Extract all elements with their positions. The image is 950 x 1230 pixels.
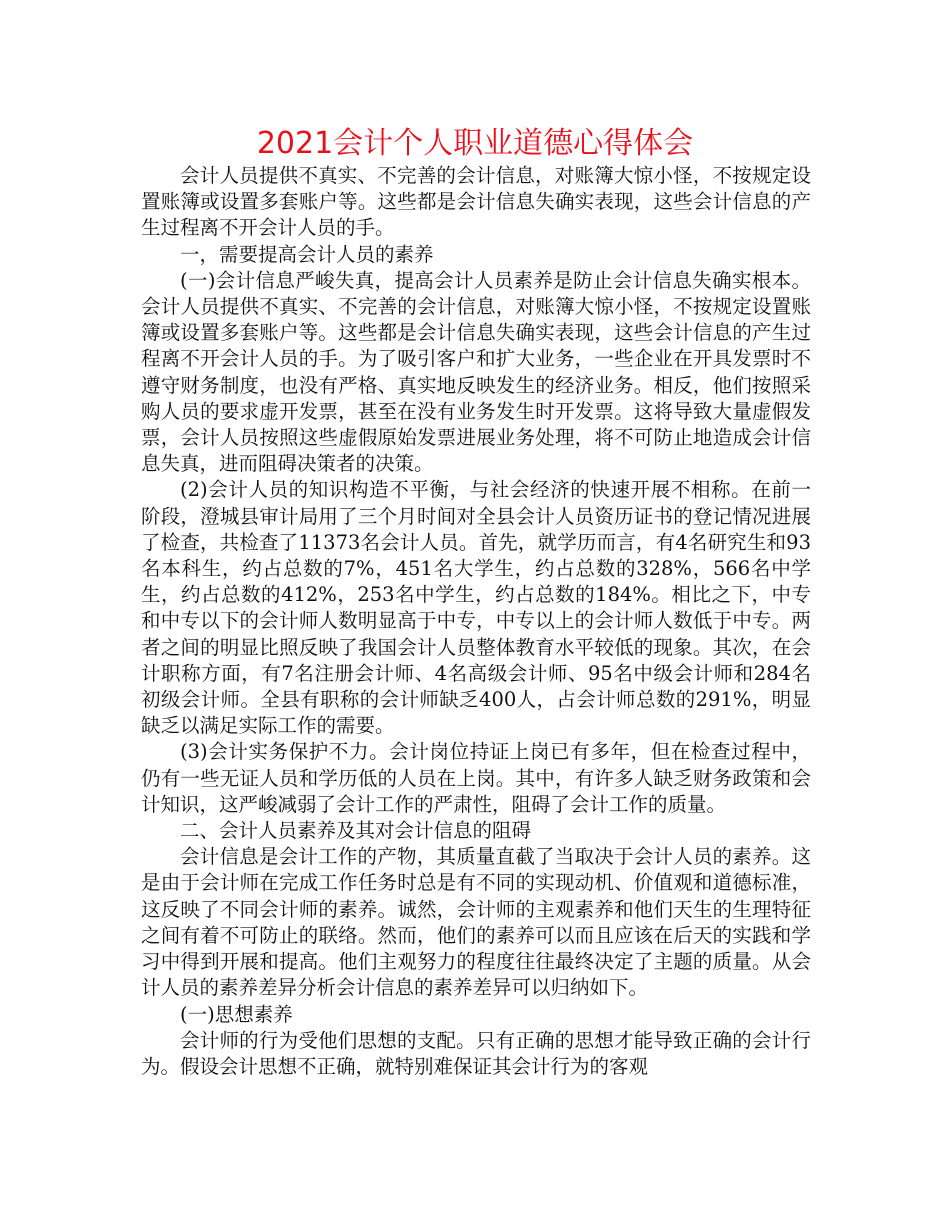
document-body: [141, 163, 811, 1080]
paragraph-intro: 会计人员提供不真实、不完善的会计信息，对账簿大惊小怪，不按规定设置账簿或设置多套账户等。这些都是会计信息失确实表现，这些会计信息的产生过程离不开会计人员的手。: [141, 164, 811, 240]
paragraph-1-2: (2)会计人员的知识构造不平衡，与社会经济的快速开展不相称。在前一阶段，澄城县审计局用了三个月时间对全县会计人员资历证书的登记情况进展了检查，共检查了11373名会计人员。首先，就学历而言，有4名研究生和93名本科生，约占总数的7%，451名大学生，约占总数的328%，566名中学生，约占总数的412%，253名中学生，约占总数的184%。相比之下，中专和中专以下的会计师人数明显高于中专，中专以上的会计师人数低于中专。两者之间的明显比照反映了我国会计人员整体教育水平较低的现象。其次，在会计职称方面，有7名注册会计师、4名高级会计师、95名中级会计师和284名初级会计师。全县有职称的会计师缺乏400人，占会计师总数的291%，明显缺乏以满足实际工作的需要。: [141, 478, 811, 738]
paragraph-2-intro: 会计信息是会计工作的产物，其质量直截了当取决于会计人员的素养。这是由于会计师在完成工作任务时总是有不同的实现动机、价值观和道德标准，这反映了不同会计师的素养。诚然，会计师的主观素养和他们天生的生理特征之间有着不可防止的联络。然而，他们的素养可以而且应该在后天的实践和学习中得到开展和提高。他们主观努力的程度往往最终决定了主题的质量。从会计人员的素养差异分析会计信息的素养差异可以归纳如下。: [141, 845, 811, 1000]
section-heading-2: 二、会计人员素养及其对会计信息的阻碍: [180, 819, 532, 843]
paragraph-1-3: (3)会计实务保护不力。会计岗位持证上岗已有多年，但在检查过程中，仍有一些无证人员和学历低的人员在上岗。其中，有许多人缺乏财务政策和会计知识，这严峻减弱了会计工作的严肃性，阻碍了会计工作的质量。: [141, 740, 811, 816]
document-title: 2021会计个人职业道德心得体会: [256, 126, 694, 161]
section-heading-1: 一，需要提高会计人员的素养: [180, 242, 434, 266]
subsection-heading-2-1: (一)思想素养: [180, 1002, 293, 1026]
paragraph-1-1: (一)会计信息严峻失真，提高会计人员素养是防止会计信息失确实根本。会计人员提供不真实、不完善的会计信息，对账簿大惊小怪，不按规定设置账簿或设置多套账户等。这些都是会计信息失确实表现，这些会计信息的产生过程离不开会计人员的手。为了吸引客户和扩大业务，一些企业在开具发票时不遵守财务制度，也没有严格、真实地反映发生的经济业务。相反，他们按照采购人员的要求虚开发票，甚至在没有业务发生时开发票。这将导致大量虚假发票，会计人员按照这些虚假原始发票进展业务处理，将不可防止地造成会计信息失真，进而阻碍决策者的决策。: [141, 268, 811, 476]
paragraph-2-1: 会计师的行为受他们思想的支配。只有正确的思想才能导致正确的会计行为。假设会计思想不正确，就特别难保证其会计行为的客观: [141, 1028, 811, 1078]
